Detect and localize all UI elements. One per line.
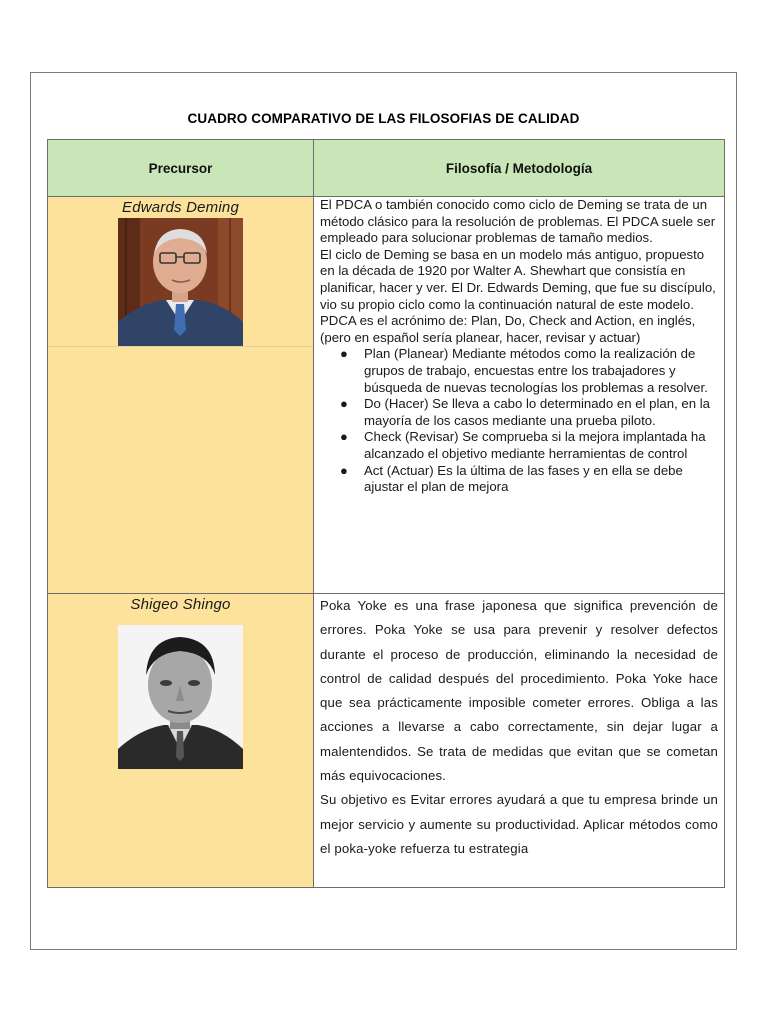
bullet-icon: ● <box>340 429 348 445</box>
list-item <box>340 346 718 396</box>
portrait-photo <box>118 218 243 346</box>
paragraph: El ciclo de Deming se basa en un modelo más antiguo, propuesto en la década de 1920 por Walter A. Shewhart que consistía en planificar, hacer y ver. El Dr. Edwards Deming, que fue su discípulo, vio su propio ciclo como la continuación natural de este modelo. <box>320 246 716 312</box>
filosofia-cell <box>314 594 725 888</box>
list-item-text: Do (Hacer) Se lleva a cabo lo determinado en el plan, en la mayoría de los casos mediante una prueba piloto. <box>364 396 711 428</box>
document-page <box>30 72 737 950</box>
paragraph: Poka Yoke es una frase japonesa que significa prevención de errores. Poka Yoke se usa para prevenir y resolver defectos durante el proceso de producción, eliminando la necesidad de control de calidad después del procedimiento. Poka Yoke hace que sea prácticamente imposible cometer errores. Obliga a las acciones a llevarse a cabo correctamente, sin dejar lugar a malentendidos. Se trata de medidas que evitan que se cometan más equivocaciones. <box>320 598 718 784</box>
table-header-row <box>48 140 725 197</box>
list-item <box>340 429 718 462</box>
bullet-icon: ● <box>340 346 348 362</box>
comparison-table <box>47 139 725 888</box>
precursor-cell <box>48 197 314 594</box>
list-item-text: Plan (Planear) Mediante métodos como la realización de grupos de trabajo, encuestas entre los trabajadores y búsqueda de nuevas tecnologías los problemas a resolver. <box>364 346 708 395</box>
precursor-name: Shigeo Shingo <box>130 596 231 613</box>
document-title: CUADRO COMPARATIVO DE LAS FILOSOFIAS DE CALIDAD <box>187 111 580 126</box>
precursor-name: Edwards Deming <box>121 199 239 216</box>
table-row <box>48 197 725 594</box>
bullet-icon: ● <box>340 396 348 412</box>
paragraph: Su objetivo es Evitar errores ayudará a que tu empresa brinde un mejor servicio y aumente su productividad. Aplicar métodos como el poka-yoke refuerza tu estrategia <box>320 792 718 856</box>
header-filosofia: Filosofía / Metodología <box>314 140 725 197</box>
bullet-icon: ● <box>340 462 348 478</box>
pdca-list <box>320 346 718 495</box>
list-item <box>340 396 718 429</box>
table-row <box>48 594 725 888</box>
header-precursor: Precursor <box>48 140 314 197</box>
list-item <box>340 462 718 496</box>
list-item-text: Act (Actuar) Es la última de las fases y en ella se debe ajustar el plan de mejora <box>364 462 683 495</box>
cell-divider <box>48 346 313 347</box>
filosofia-cell <box>314 197 725 594</box>
paragraph: El PDCA o también conocido como ciclo de Deming se trata de un método clásico para la resolución de problemas. El PDCA suele ser empleado para solucionar problemas de tamaño medios. <box>320 197 716 246</box>
precursor-cell <box>48 594 314 888</box>
portrait-photo <box>118 625 243 769</box>
paragraph: PDCA es el acrónimo de: Plan, Do, Check and Action, en inglés, (pero en español sería planear, hacer, revisar y actuar) <box>320 313 696 345</box>
list-item-text: Check (Revisar) Se comprueba si la mejora implantada ha alcanzado el objetivo mediante herramientas de control <box>364 429 706 461</box>
